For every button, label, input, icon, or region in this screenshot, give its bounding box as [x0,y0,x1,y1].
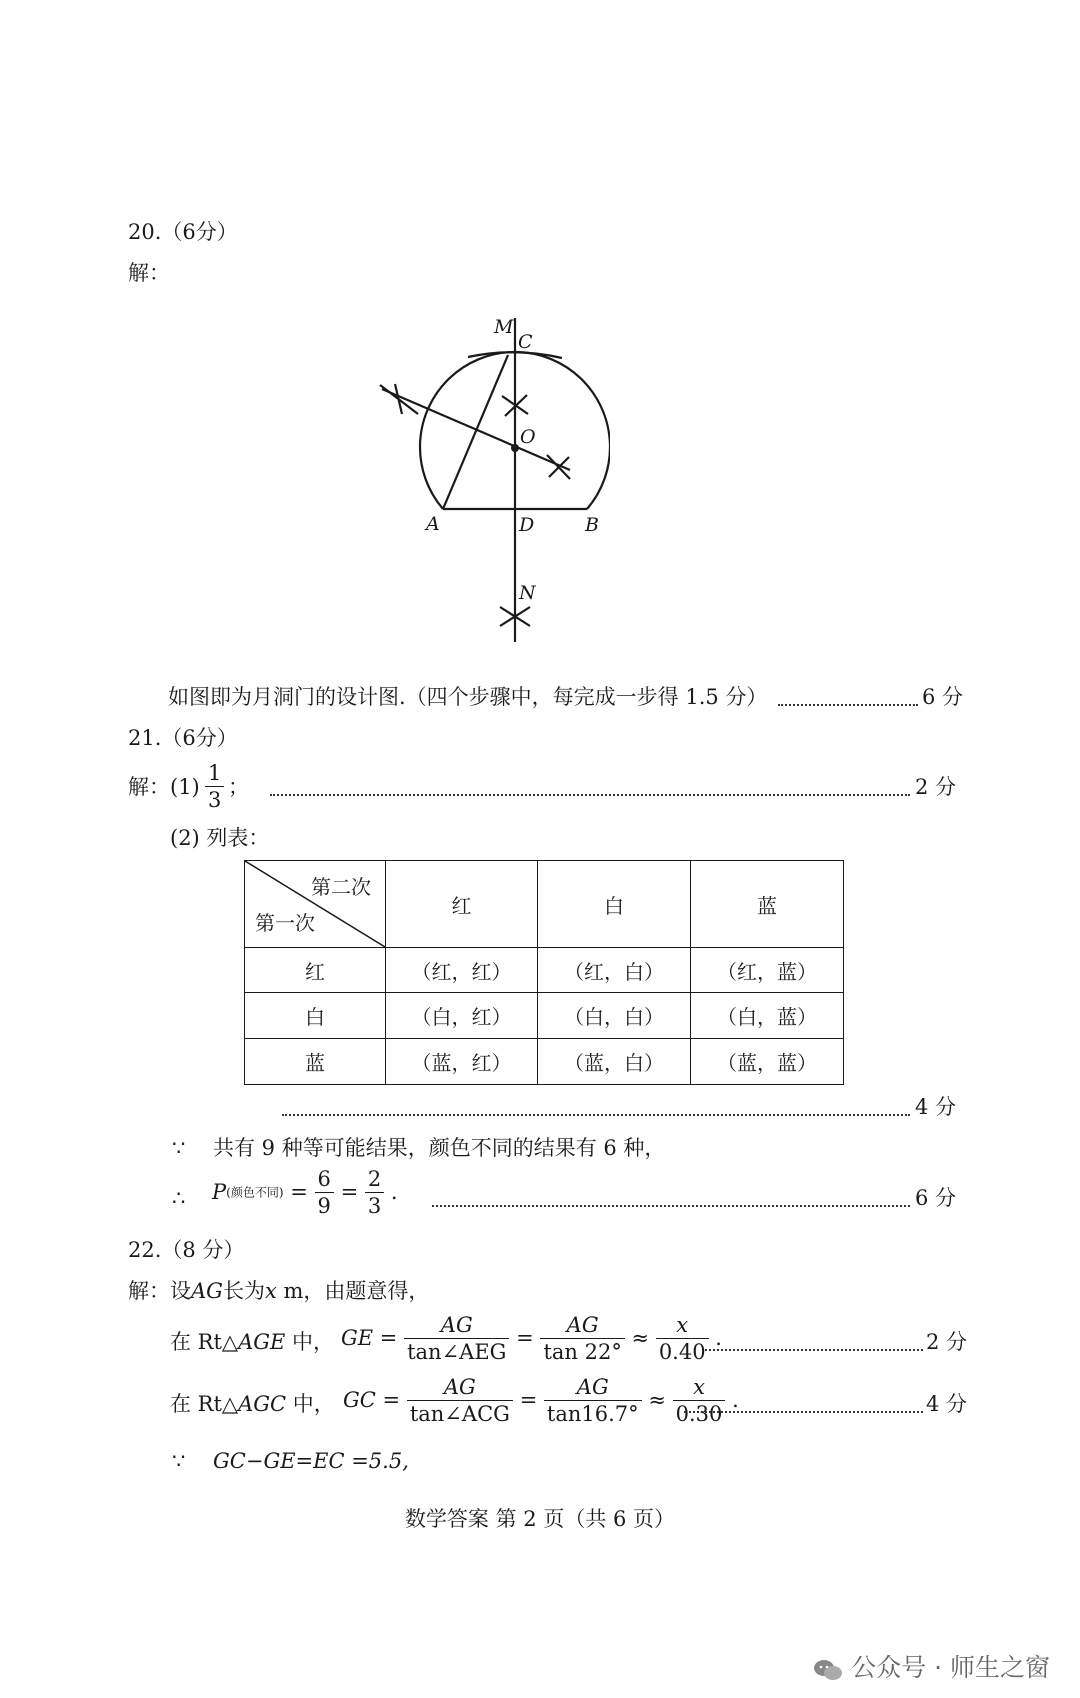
q22-line1-dots [705,1349,923,1351]
equals-sign: = [516,1326,534,1351]
table-header-row [245,861,844,948]
line1-f1-den: tan∠AEG [407,1340,507,1365]
table-row [245,1039,844,1085]
q21-table-dots [282,1114,910,1116]
approx-sign: ≈ [631,1326,650,1351]
q22-line1-equation [341,1314,722,1363]
watermark [813,1648,1050,1684]
equals-sign: = [519,1388,538,1413]
period: . [715,1326,722,1351]
line1-f3-num: x [656,1314,709,1339]
line1-f3-den: 0.40 [658,1340,706,1365]
q21-part1-den: 3 [208,788,222,813]
q21-part1-score: 2 分 [915,775,957,799]
q21-because-symbol: ∵ [172,1136,186,1160]
table-cell: （蓝，白） [538,1039,691,1085]
q20-dots [778,704,918,706]
q21-header: 21.（6分） [128,726,238,750]
wechat-icon [813,1658,843,1680]
table-cell: （白，白） [538,993,691,1039]
label-o: O [520,426,536,448]
col-header: 红 [386,861,538,948]
col-header: 蓝 [691,861,844,948]
line2-mid: 中， [286,1392,335,1416]
q22-because-symbol: ∵ [172,1449,186,1473]
q22-header: 22.（8 分） [128,1238,245,1262]
label-m: M [494,316,514,338]
line1-f1-num: AG [404,1314,509,1339]
label-c: C [518,331,533,353]
row-header: 红 [245,948,386,993]
chord-ac [443,355,508,509]
center-point-o [511,444,519,452]
q21-because-text: 共有 9 种等可能结果，颜色不同的结果有 6 种， [213,1136,666,1160]
line2-f2-den: tan16.7° [546,1402,639,1427]
line2-triangle: AGC [238,1392,287,1416]
equals-sign: = [379,1326,398,1351]
q21-part2-label: (2) 列表： [170,826,270,850]
row-header: 蓝 [245,1039,386,1085]
q21-part1-num: 1 [205,762,224,787]
bisector-ac [382,389,570,470]
equals-sign: = [382,1388,401,1413]
q21-therefore-symbol: ∴ [172,1186,186,1210]
period: . [732,1388,739,1413]
col-header: 白 [538,861,691,948]
q22-line1-label [170,1332,334,1353]
frac2-den: 3 [367,1194,382,1219]
line1-prefix: 在 Rt△ [170,1330,239,1354]
q20-conclusion: 如图即为月洞门的设计图.（四个步骤中，每完成一步得 1.5 分） [168,685,768,709]
intro-x: x [264,1279,277,1303]
table-cell: （白，红） [386,993,538,1039]
line1-f2-num: AG [540,1314,624,1339]
q22-line2-equation [343,1376,739,1425]
table-cell: （红，红） [386,948,538,993]
q22-line1-score: 2 分 [926,1330,968,1354]
outcome-table [244,860,844,1085]
q20-header: 20.（6分） [128,220,238,244]
q21-probability-expression [212,1168,398,1217]
line2-prefix: 在 Rt△ [170,1392,239,1416]
q22-intro [128,1281,429,1302]
p-subscript: (颜色不同) [226,1185,284,1200]
q21-part1-suffix: ； [228,775,249,799]
label-n: N [519,582,536,604]
q21-part1-fraction [205,762,224,811]
diag-bottom-label: 第一次 [255,911,315,935]
line2-f1-num: AG [407,1376,513,1401]
diag-top-label: 第二次 [311,875,371,899]
line2-f3-den: 0.30 [675,1402,723,1427]
frac1-num: 6 [315,1168,334,1193]
q22-line2-dots [684,1411,923,1413]
intro-a: 解：设 [128,1279,191,1303]
cross-mark-3 [547,455,570,479]
q21-final-score: 6 分 [915,1186,957,1210]
period: . [390,1180,398,1205]
table-cell: （蓝，蓝） [691,1039,844,1085]
intro-b: 长为 [222,1279,265,1303]
approx-sign: ≈ [648,1388,666,1413]
line2-f2-num: AG [544,1376,642,1401]
row-header: 白 [245,993,386,1039]
line1-mid: 中， [285,1330,335,1354]
table-cell: （白，蓝） [691,993,844,1039]
q21-final-dots [432,1205,910,1207]
table-cell: （红，白） [538,948,691,993]
q20-score: 6 分 [922,685,964,709]
q21-part1-dots [270,794,910,796]
page-footer: 数学答案 第 2 页（共 6 页） [404,1507,676,1531]
intro-var: AG [191,1279,223,1303]
watermark-text: 公众号 · 师生之窗 [851,1653,1050,1682]
table-row [245,948,844,993]
line2-f1-den: tan∠ACG [409,1402,510,1427]
q22-line2-label [170,1394,335,1415]
moon-gate-construction-diagram [370,310,610,650]
frac2-num: 2 [365,1168,384,1193]
q21-part1-prefix: 解：(1) [128,775,200,799]
table-cell: （红，蓝） [691,948,844,993]
label-b: B [585,514,599,536]
q21-table-score: 4 分 [915,1095,957,1119]
q22-line2-score: 4 分 [926,1392,968,1416]
line1-lhs: GE [341,1326,374,1351]
label-d: D [519,514,535,536]
line2-f3-num: x [673,1376,726,1401]
equals-sign: = [340,1180,359,1205]
table-cell: （蓝，红） [386,1039,538,1085]
line2-lhs: GC [343,1388,376,1413]
label-a: A [426,513,440,535]
table-diagonal-cell [245,861,386,948]
q20-jie: 解： [128,261,170,285]
equals-sign: = [290,1180,308,1205]
intro-c: m，由题意得， [276,1279,430,1303]
cross-mark-1 [380,384,418,414]
q22-because-text: GC−GE=EC =5.5, [213,1449,409,1473]
p-letter: P [212,1180,227,1205]
table-row [245,993,844,1039]
line1-triangle: AGE [238,1330,286,1354]
line1-f2-den: tan 22° [543,1340,622,1365]
frac1-den: 9 [317,1194,331,1219]
